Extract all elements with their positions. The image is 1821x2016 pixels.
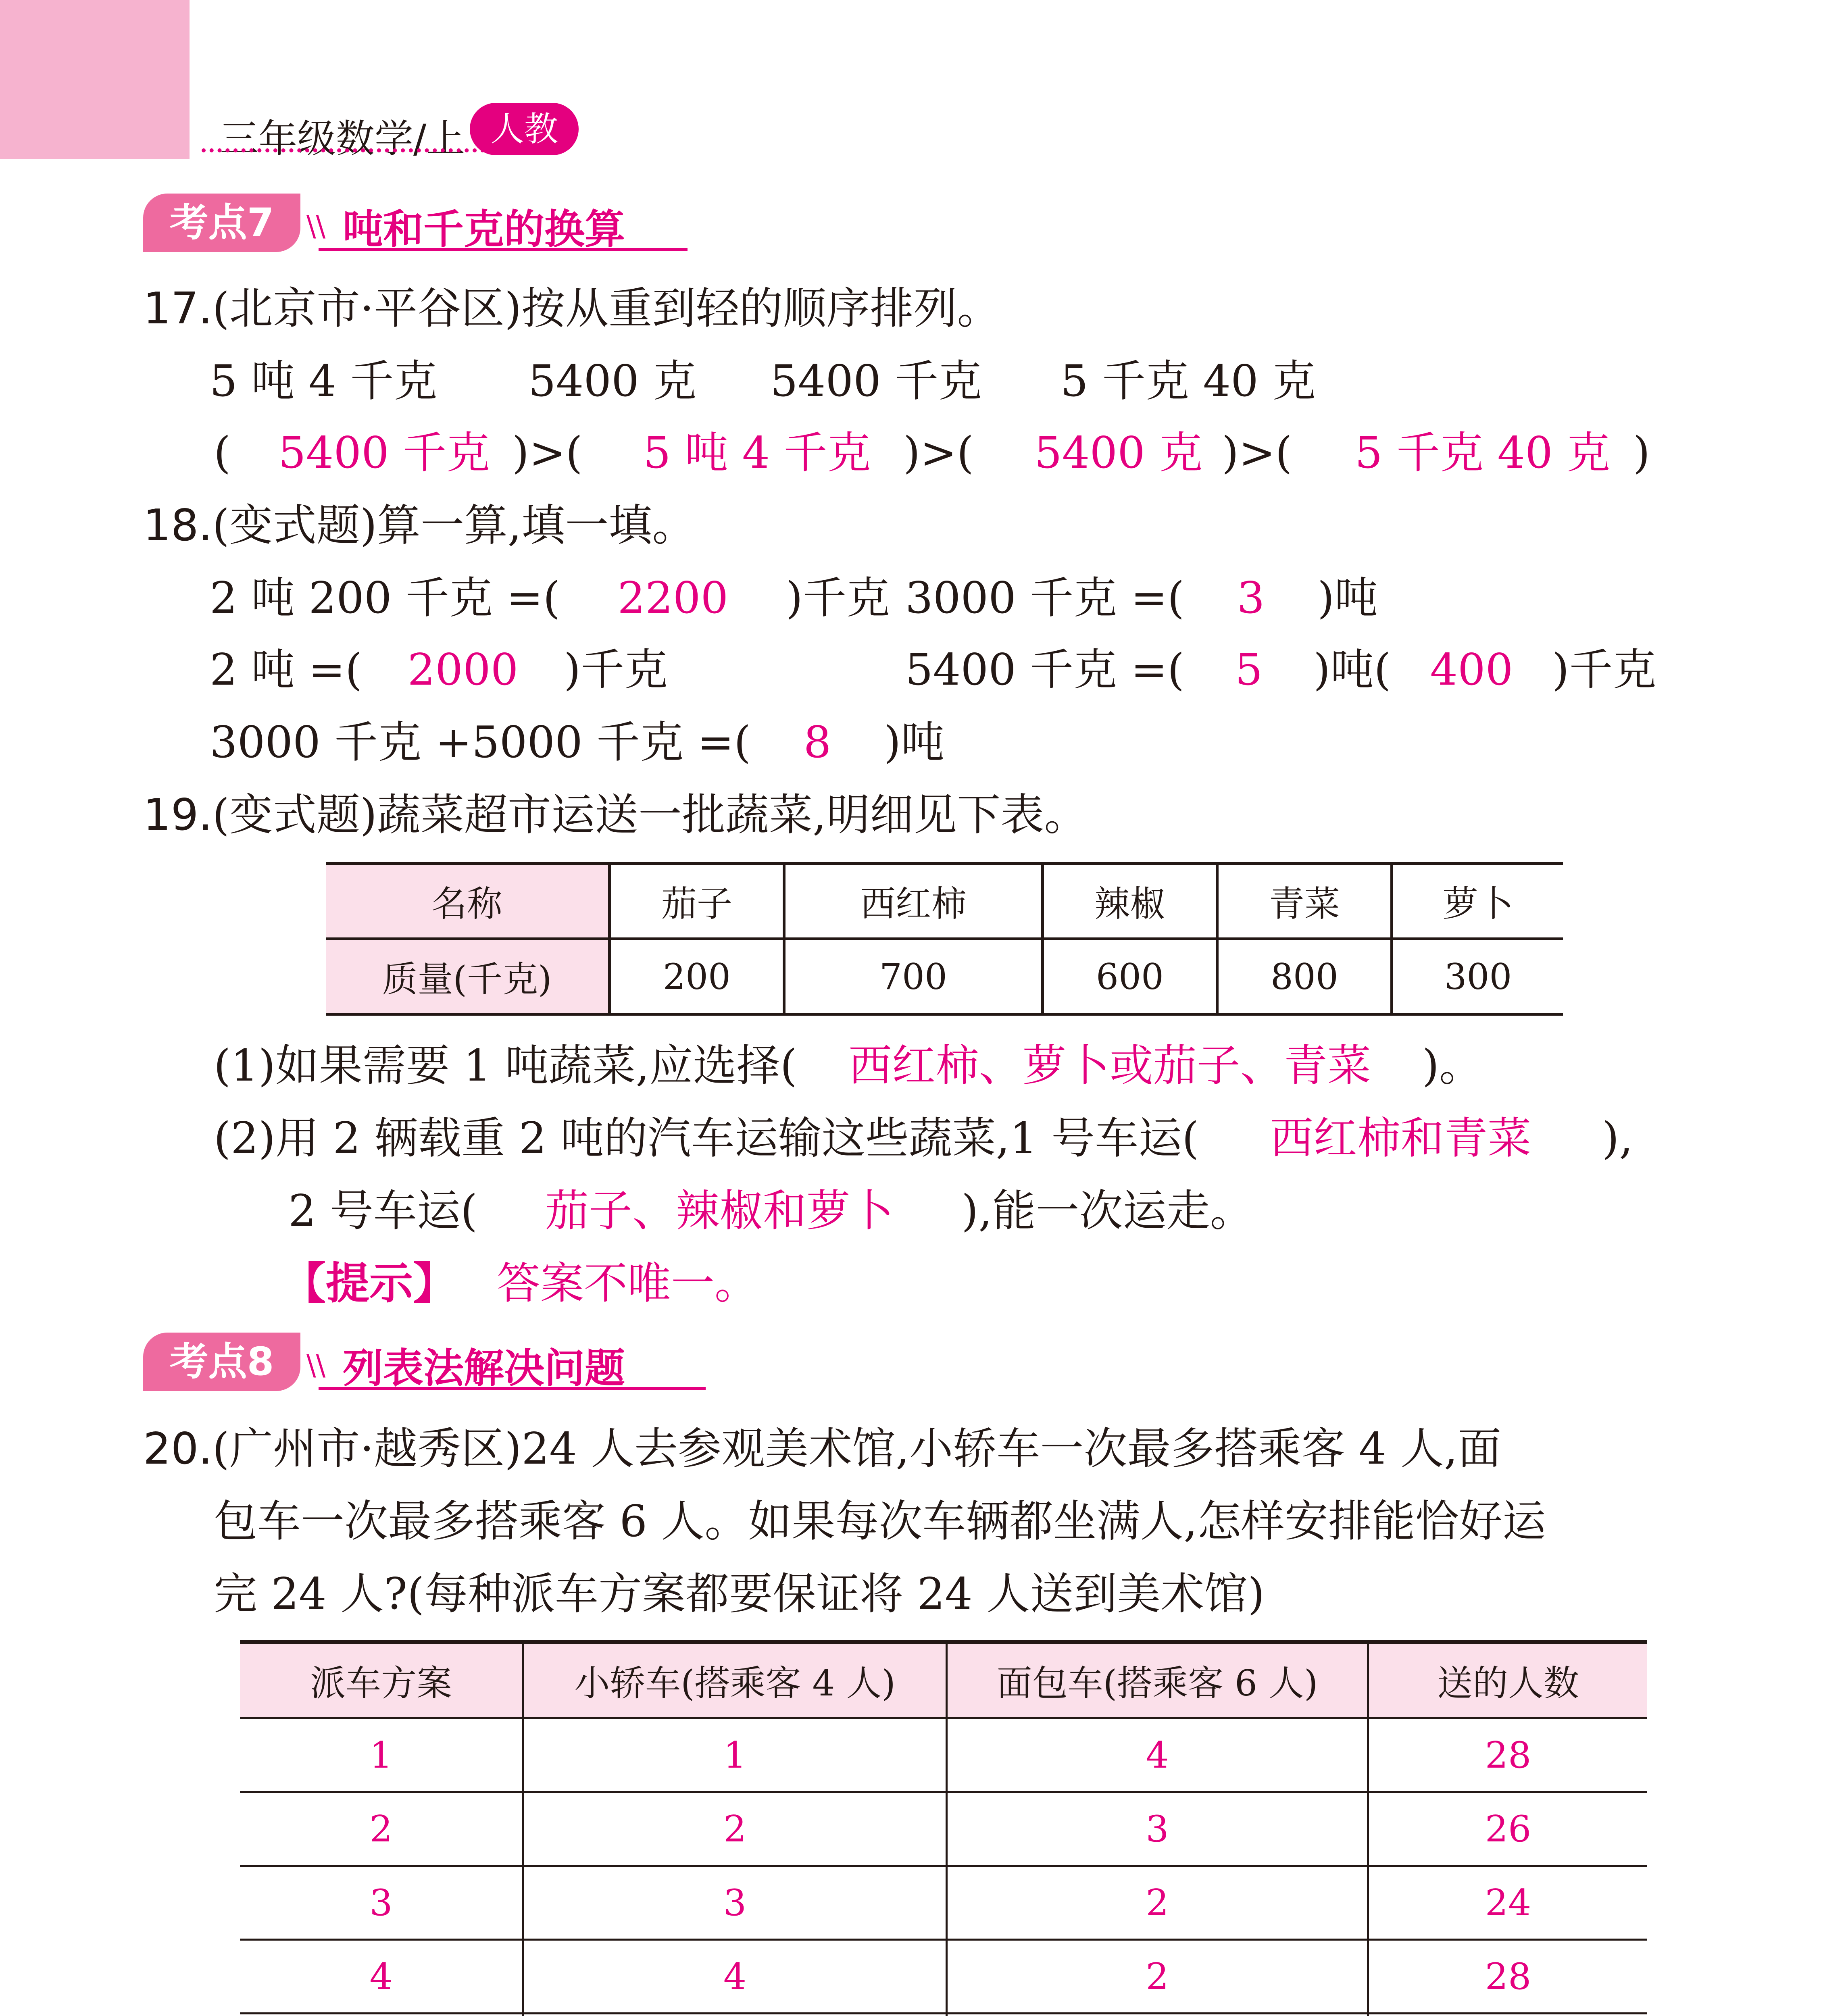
table-cell: 4 xyxy=(240,1940,523,2014)
q17-answer-3: 5400 克 xyxy=(1034,428,1203,478)
question-18-source: (变式题) xyxy=(212,500,377,551)
table-cell: 1 xyxy=(240,1718,523,1792)
table-row xyxy=(240,1866,1647,1940)
q18-l2b-answer-2: 400 xyxy=(1430,645,1513,695)
q18-l2a-answer: 2000 xyxy=(407,645,519,695)
vegetable-table xyxy=(326,862,1563,1016)
q19-p2-answer-2: 茄子、辣椒和萝卜 xyxy=(545,1186,894,1236)
corner-tab xyxy=(0,0,190,159)
q17-item-3: 5400 千克 xyxy=(770,356,982,406)
q17-answer-2: 5 吨 4 千克 xyxy=(643,428,871,478)
table-cell: 西红柿 xyxy=(784,864,1042,939)
table-cell: 萝卜 xyxy=(1392,864,1563,939)
table-cell: 200 xyxy=(610,939,784,1014)
q18-l2b-mid: )吨( xyxy=(1313,645,1391,695)
hint-label: 【提示】 xyxy=(282,1258,457,1309)
table-cell: 4 xyxy=(523,1940,947,2014)
question-19-source: (变式题) xyxy=(212,790,377,840)
q18-l1a-post: )千克 xyxy=(785,573,890,623)
table-cell: 800 xyxy=(1217,939,1392,1014)
question-18-number: 18. xyxy=(143,500,213,551)
section-7-slash-decoration: \\ xyxy=(306,210,326,243)
table-header-cell: 面包车(搭乘客 6 人) xyxy=(947,1642,1368,1718)
question-20-line-1 xyxy=(143,1424,1502,1474)
question-20-number: 20. xyxy=(143,1424,213,1474)
table-row xyxy=(326,939,1563,1014)
table-cell: 3 xyxy=(240,1866,523,1940)
q19-part-1 xyxy=(214,1041,1483,1091)
q19-p2-line2-pre: 2 号车运( xyxy=(288,1186,478,1236)
q19-p1-post: )。 xyxy=(1422,1041,1483,1091)
question-18 xyxy=(143,500,696,551)
table-header-cell: 送的人数 xyxy=(1368,1642,1648,1718)
table-cell: 24 xyxy=(1368,1866,1648,1940)
table-row xyxy=(240,2014,1647,2016)
question-19 xyxy=(143,790,1088,840)
table-cell xyxy=(523,2014,947,2016)
table-cell: 2 xyxy=(240,1792,523,1866)
question-19-stem: 蔬菜超市运送一批蔬菜,明细见下表。 xyxy=(377,790,1088,840)
q19-p1-pre: (1)如果需要 1 吨蔬菜,应选择( xyxy=(214,1041,797,1091)
q19-p1-answer: 西红柿、萝卜或茄子、青菜 xyxy=(848,1041,1371,1091)
table-cell xyxy=(947,2014,1368,2016)
table-row-label: 质量(千克) xyxy=(326,939,610,1014)
edition-badge: 人教 xyxy=(470,103,579,155)
q19-p2-pre: (2)用 2 辆载重 2 吨的汽车运输这些蔬菜,1 号车运( xyxy=(214,1113,1199,1164)
question-20-text-1: 24 人去参观美术馆,小轿车一次最多搭乘客 4 人,面 xyxy=(521,1424,1502,1474)
q18-l3-answer: 8 xyxy=(803,717,831,768)
table-cell: 4 xyxy=(947,1718,1368,1792)
table-cell: 茄子 xyxy=(610,864,784,939)
section-7-title: 吨和千克的换算 xyxy=(343,206,625,253)
table-cell: 600 xyxy=(1043,939,1217,1014)
table-cell: 28 xyxy=(1368,1940,1648,2014)
table-cell: 700 xyxy=(784,939,1042,1014)
table-cell xyxy=(1368,2014,1648,2016)
table-row xyxy=(326,864,1563,939)
question-17 xyxy=(143,283,1001,334)
table-row-label: 名称 xyxy=(326,864,610,939)
table-cell: 2 xyxy=(947,1866,1368,1940)
question-17-number: 17. xyxy=(143,283,213,334)
q17-gt-2: )>( xyxy=(903,428,974,478)
table-cell: 26 xyxy=(1368,1792,1648,1866)
q18-l2b-pre: 5400 千克 =( xyxy=(905,645,1185,695)
header-dotted-line xyxy=(202,148,565,152)
table-cell: 辣椒 xyxy=(1043,864,1217,939)
table-cell: 28 xyxy=(1368,1718,1648,1792)
q18-l3-pre: 3000 千克 +5000 千克 =( xyxy=(210,717,751,768)
q17-gt-1: )>( xyxy=(512,428,583,478)
table-row xyxy=(240,1940,1647,2014)
q17-paren-close: ) xyxy=(1633,428,1650,478)
question-19-number: 19. xyxy=(143,790,213,840)
table-cell: 3 xyxy=(947,1792,1368,1866)
table-cell: 2 xyxy=(523,1792,947,1866)
section-7-label: 考点7 xyxy=(143,194,300,252)
q19-hint xyxy=(282,1258,758,1309)
q17-answer-1: 5400 千克 xyxy=(278,428,490,478)
q18-line-3 xyxy=(210,717,945,768)
q18-line-2b xyxy=(905,645,1656,695)
table-cell: 3 xyxy=(523,1866,947,1940)
section-8-title: 列表法解决问题 xyxy=(343,1345,625,1392)
q18-line-1a xyxy=(210,573,890,623)
table-cell xyxy=(240,2014,523,2016)
question-18-stem: 算一算,填一填。 xyxy=(377,500,696,551)
question-20-line-3: 完 24 人?(每种派车方案都要保证将 24 人送到美术馆) xyxy=(214,1569,1265,1619)
q17-item-4: 5 千克 40 克 xyxy=(1061,356,1316,406)
table-cell: 2 xyxy=(947,1940,1368,2014)
q19-p2-post-1: ), xyxy=(1602,1113,1633,1164)
table-header-cell: 派车方案 xyxy=(240,1642,523,1718)
q18-l1b-pre: 3000 千克 =( xyxy=(905,573,1185,623)
question-20-line-2: 包车一次最多搭乘客 6 人。如果每次车辆都坐满人,怎样安排能恰好运 xyxy=(214,1496,1546,1547)
q18-line-2a xyxy=(210,645,668,695)
q17-gt-3: )>( xyxy=(1222,428,1292,478)
section-8-underline xyxy=(319,1387,706,1390)
q18-l1b-post: )吨 xyxy=(1317,573,1378,623)
question-17-stem: 按从重到轻的顺序排列。 xyxy=(521,283,1001,334)
question-17-source: (北京市·平谷区) xyxy=(212,283,522,334)
table-header-cell: 小轿车(搭乘客 4 人) xyxy=(523,1642,947,1718)
table-cell: 300 xyxy=(1392,939,1563,1014)
q17-answer-4: 5 千克 40 克 xyxy=(1355,428,1611,478)
table-row xyxy=(240,1718,1647,1792)
question-20-source: (广州市·越秀区) xyxy=(212,1424,522,1474)
section-8-label: 考点8 xyxy=(143,1333,300,1391)
hint-text: 答案不唯一。 xyxy=(497,1258,758,1309)
q18-l2a-pre: 2 吨 =( xyxy=(210,645,363,695)
table-row xyxy=(240,1792,1647,1866)
dispatch-plan-table xyxy=(240,1640,1647,2016)
q19-part-2-line-2 xyxy=(288,1186,1254,1236)
q18-l1a-pre: 2 吨 200 千克 =( xyxy=(210,573,560,623)
section-7-underline xyxy=(319,248,688,251)
q18-l1a-answer: 2200 xyxy=(617,573,729,623)
q18-l2b-answer-1: 5 xyxy=(1235,645,1263,695)
q18-l1b-answer: 3 xyxy=(1237,573,1265,623)
table-header-row xyxy=(240,1642,1647,1718)
q17-paren-open-1: ( xyxy=(214,428,231,478)
q18-l2b-post: )千克 xyxy=(1552,645,1656,695)
q17-item-1: 5 吨 4 千克 xyxy=(210,356,438,406)
q18-line-1b xyxy=(905,573,1378,623)
q19-p2-answer-1: 西红柿和青菜 xyxy=(1270,1113,1531,1164)
q17-item-2: 5400 克 xyxy=(528,356,697,406)
q18-l2a-post: )千克 xyxy=(564,645,668,695)
q19-p2-post-2: ),能一次运走。 xyxy=(961,1186,1254,1236)
table-cell: 青菜 xyxy=(1217,864,1392,939)
section-8-slash-decoration: \\ xyxy=(306,1349,326,1382)
book-title: 三年级数学/上 xyxy=(220,116,465,161)
q18-l3-post: )吨 xyxy=(884,717,945,768)
q19-part-2 xyxy=(214,1113,1633,1164)
table-cell: 1 xyxy=(523,1718,947,1792)
